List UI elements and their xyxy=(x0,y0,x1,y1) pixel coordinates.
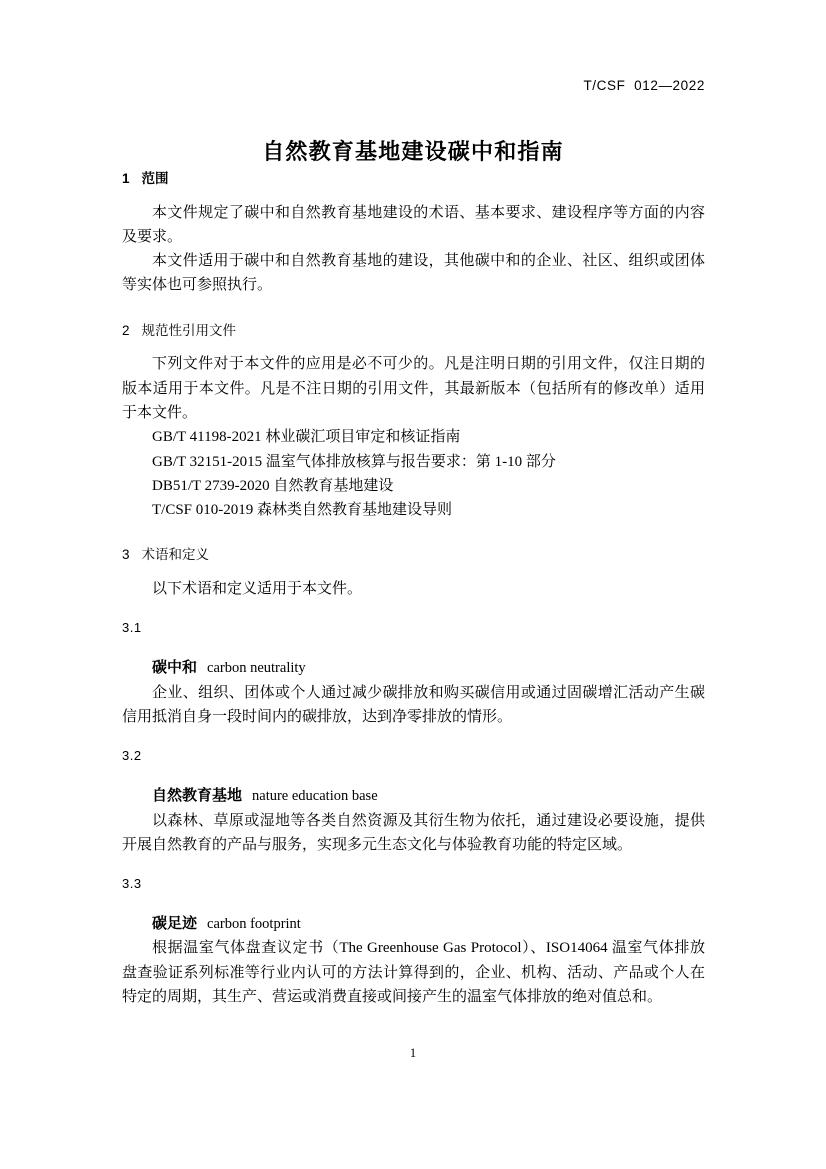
term-label-zh-3-1: 碳中和 xyxy=(152,660,198,677)
term-label-en-3-1: carbon neutrality xyxy=(207,660,306,677)
term-number-3-2: 3.2 xyxy=(122,748,142,764)
clause-1-paragraph-1: 本文件规定了碳中和自然教育基地建设的术语、基本要求、建设程序等方面的内容及要求。 xyxy=(122,204,705,245)
clause-heading-1 xyxy=(122,168,705,190)
term-label-en-3-2: nature education base xyxy=(252,788,378,805)
term-label-zh-3-2: 自然教育基地 xyxy=(152,788,243,805)
normative-reference-2: GB/T 32151-2015 温室气体排放核算与报告要求：第 1-10 部分 xyxy=(152,453,556,470)
clause-2-paragraph-1: 下列文件对于本文件的应用是必不可少的。凡是注明日期的引用文件，仅注日期的版本适用于本文件。凡是不注日期的引用文件，其最新版本（包括所有的修改单）适用于本文件。 xyxy=(122,356,705,421)
clause-heading-2 xyxy=(122,320,705,342)
clause-heading-3 xyxy=(122,544,705,566)
term-heading-3-3 xyxy=(122,912,705,936)
clause-number-2: 2 xyxy=(122,322,130,338)
clause-number-1: 1 xyxy=(122,171,130,186)
term-heading-3-1 xyxy=(122,656,705,680)
running-header-standard-code: T/CSF 012—2022 xyxy=(583,78,705,93)
term-heading-3-2 xyxy=(122,784,705,808)
term-definition-3-1: 企业、组织、团体或个人通过减少碳排放和购买碳信用或通过固碳增汇活动产生碳信用抵消自身一段时间内的碳排放，达到净零排放的情形。 xyxy=(122,684,705,725)
normative-reference-3: DB51/T 2739-2020 自然教育基地建设 xyxy=(152,477,394,494)
normative-reference-1: GB/T 41198-2021 林业碳汇项目审定和核证指南 xyxy=(152,429,461,446)
term-label-zh-3-3: 碳足迹 xyxy=(152,915,198,932)
document-body xyxy=(122,168,705,1009)
page-number: 1 xyxy=(409,1046,417,1060)
clause-1-paragraph-2: 本文件适用于碳中和自然教育基地的建设，其他碳中和的企业、社区、组织或团体等实体也可参照执行。 xyxy=(122,253,705,294)
term-definition-3-2: 以森林、草原或湿地等各类自然资源及其衍生物为依托，通过建设必要设施，提供开展自然教育的产品与服务，实现多元生态文化与体验教育功能的特定区域。 xyxy=(122,812,705,853)
clause-title-1: 范围 xyxy=(141,171,169,186)
normative-reference-4: T/CSF 010-2019 森林类自然教育基地建设导则 xyxy=(152,502,453,519)
clause-title-3: 术语和定义 xyxy=(141,547,210,563)
clause-number-3: 3 xyxy=(122,547,130,563)
clause-3-paragraph-1: 以下术语和定义适用于本文件。 xyxy=(152,581,363,598)
term-number-3-3: 3.3 xyxy=(122,876,142,892)
clause-title-2: 规范性引用文件 xyxy=(141,322,237,338)
term-definition-3-3: 根据温室气体盘查议定书（The Greenhouse Gas Protocol）、ISO14064 温室气体排放盘查验证系列标准等行业内认可的方法计算得到的，企业、机构、活动、产品或个人在特定的周期，其生产、营运或消费直接或间接产生的温室气体排放的绝对值总和。 xyxy=(122,940,705,1005)
term-number-3-1: 3.1 xyxy=(122,620,142,636)
term-label-en-3-3: carbon footprint xyxy=(207,915,301,932)
document-title: 自然教育基地建设碳中和指南 xyxy=(262,138,564,164)
